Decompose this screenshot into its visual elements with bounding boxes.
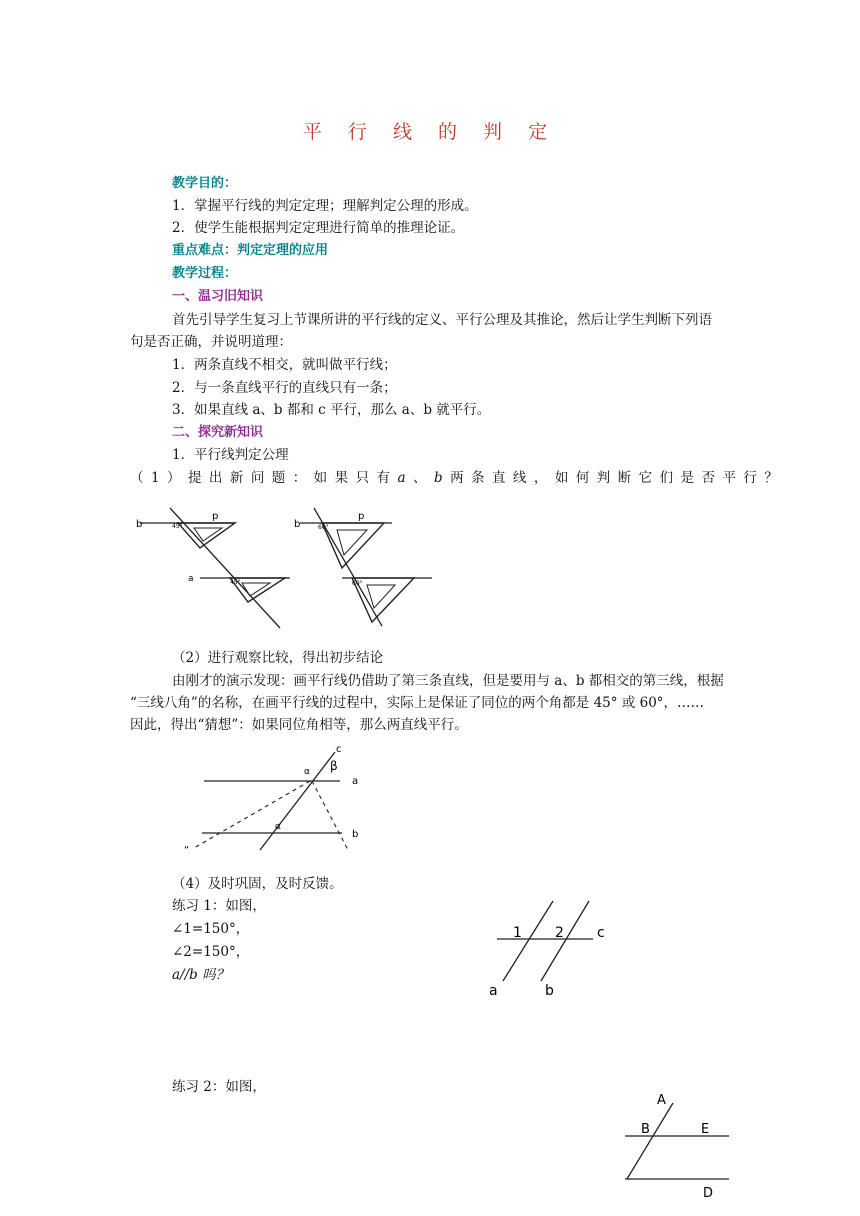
- angle-label: 45°: [230, 579, 241, 586]
- question-char: 提: [187, 470, 202, 486]
- set-square-inner: [337, 530, 367, 555]
- label-a: a: [489, 983, 498, 999]
- label-b: b: [136, 519, 143, 530]
- review-intro: 句是否正确，并说明道理：: [130, 334, 292, 350]
- question-char: 新: [229, 470, 244, 486]
- question-char: 直: [491, 470, 506, 486]
- question-char: 有: [376, 470, 391, 486]
- label-angle-1: 1: [513, 925, 522, 941]
- question-char: 条: [471, 470, 485, 486]
- label-alpha: α: [304, 767, 310, 777]
- question-char: 判: [596, 470, 611, 486]
- label-a: a: [352, 776, 359, 787]
- set-square-inner: [242, 583, 270, 596]
- label-b: b: [545, 983, 554, 999]
- dashed-line: [194, 781, 310, 848]
- subsection-heading: 1．平行线判定公理: [172, 447, 289, 463]
- label-A: A: [657, 1093, 666, 1108]
- exercise-condition: ∠1=150°，: [172, 921, 250, 937]
- question-char: a: [397, 470, 406, 486]
- figure-transversal: [180, 740, 380, 860]
- label-beta: β: [330, 759, 338, 773]
- label-B: B: [641, 1122, 650, 1137]
- discovery-text: “三线八角”的名称，在画平行线的过程中，实际上是保证了同位的两个角都是 45° 或 60°，……: [130, 695, 705, 711]
- figure-exercise-2: [615, 1085, 740, 1210]
- label-D: D: [703, 1186, 714, 1201]
- set-square-inner: [367, 585, 395, 608]
- question-char: ：: [292, 470, 307, 486]
- question-char: 如: [313, 470, 328, 486]
- line-a: [503, 901, 553, 981]
- label-p: p: [358, 511, 365, 522]
- objective-item: 1．掌握平行线的判定定理；理解判定公理的形成。: [172, 198, 478, 214]
- angle-label: 60°: [318, 524, 329, 531]
- question-char: 两: [450, 470, 464, 486]
- label-b: b: [294, 519, 301, 530]
- question-char: ，: [533, 470, 548, 486]
- label-c: c: [597, 925, 605, 941]
- question-char: 何: [575, 470, 590, 486]
- angle-label: 45°: [172, 523, 183, 530]
- question-char: ？: [764, 470, 778, 486]
- question-char: 它: [638, 470, 653, 486]
- label-b: b: [352, 829, 359, 840]
- figure-set-square-45: [130, 500, 300, 630]
- step-heading: （2）进行观察比较，得出初步结论: [172, 650, 384, 666]
- transversal-line: [627, 1103, 673, 1179]
- question-char: 1: [150, 470, 160, 486]
- process-heading: 教学过程：: [172, 266, 238, 281]
- page-title: 平 行 线 的 判 定: [302, 121, 558, 143]
- question-char: 出: [208, 470, 223, 486]
- question-char: 果: [334, 470, 349, 486]
- question-char: b: [433, 470, 443, 486]
- question-char: 只: [355, 470, 370, 486]
- dashed-line: [312, 781, 348, 850]
- question-char: 断: [617, 470, 632, 486]
- line-b: [541, 901, 589, 981]
- label-alpha: α: [275, 822, 281, 832]
- question-char: 题: [271, 470, 286, 486]
- question-char: 行: [743, 470, 757, 486]
- question-char: 是: [680, 470, 695, 486]
- objectives-heading: 教学目的：: [172, 176, 238, 191]
- figure-exercise-1: [485, 895, 625, 1000]
- review-item: 3．如果直线 a、b 都和 c 平行，那么 a、b 就平行。: [172, 402, 491, 418]
- section-heading: 一、温习旧知识: [172, 289, 264, 304]
- angle-label: 60°: [352, 580, 363, 587]
- step-heading: （4）及时巩固，及时反馈。: [172, 876, 343, 892]
- question-char: 们: [659, 470, 674, 486]
- exercise-title: 练习 2：如图，: [172, 1079, 266, 1095]
- review-item: 1．两条直线不相交，就叫做平行线；: [172, 357, 397, 373]
- review-intro: 首先引导学生复习上节课所讲的平行线的定义、平行公理及其推论，然后让学生判断下列语: [172, 312, 712, 328]
- objective-item: 2．使学生能根据判定定理进行简单的推理论证。: [172, 220, 465, 236]
- question-char: （: [130, 470, 144, 486]
- question-char: 、: [413, 470, 427, 486]
- section-heading: 二、探究新知识: [172, 425, 264, 440]
- label-angle-2: 2: [555, 925, 564, 941]
- line-c: [260, 752, 335, 850]
- key-points-heading: 重点难点：判定定理的应用: [172, 243, 329, 258]
- figure-set-square-60: [292, 500, 452, 630]
- question-line: [130, 469, 778, 487]
- label-quote: “: [184, 845, 190, 856]
- exercise-title: 练习 1：如图，: [172, 898, 266, 914]
- discovery-text: 因此，得出“猜想”：如果同位角相等，那么两直线平行。: [130, 717, 468, 733]
- exercise-question: a//b 吗？: [172, 967, 230, 983]
- question-char: 如: [554, 470, 569, 486]
- question-char: 平: [722, 470, 736, 486]
- question-char: 否: [701, 470, 715, 486]
- question-char: ）: [167, 470, 181, 486]
- label-c: c: [336, 744, 342, 755]
- review-item: 2．与一条直线平行的直线只有一条；: [172, 380, 397, 396]
- label-p: p: [212, 511, 219, 522]
- label-a: a: [188, 574, 194, 584]
- label-E: E: [701, 1122, 710, 1137]
- question-char: 问: [250, 470, 265, 486]
- exercise-condition: ∠2=150°，: [172, 944, 250, 960]
- discovery-text: 由刚才的演示发现：画平行线仍借助了第三条直线，但是要用与 a、b 都相交的第三线，根据: [172, 673, 724, 689]
- transversal-line: [170, 508, 280, 628]
- question-char: 线: [512, 470, 527, 486]
